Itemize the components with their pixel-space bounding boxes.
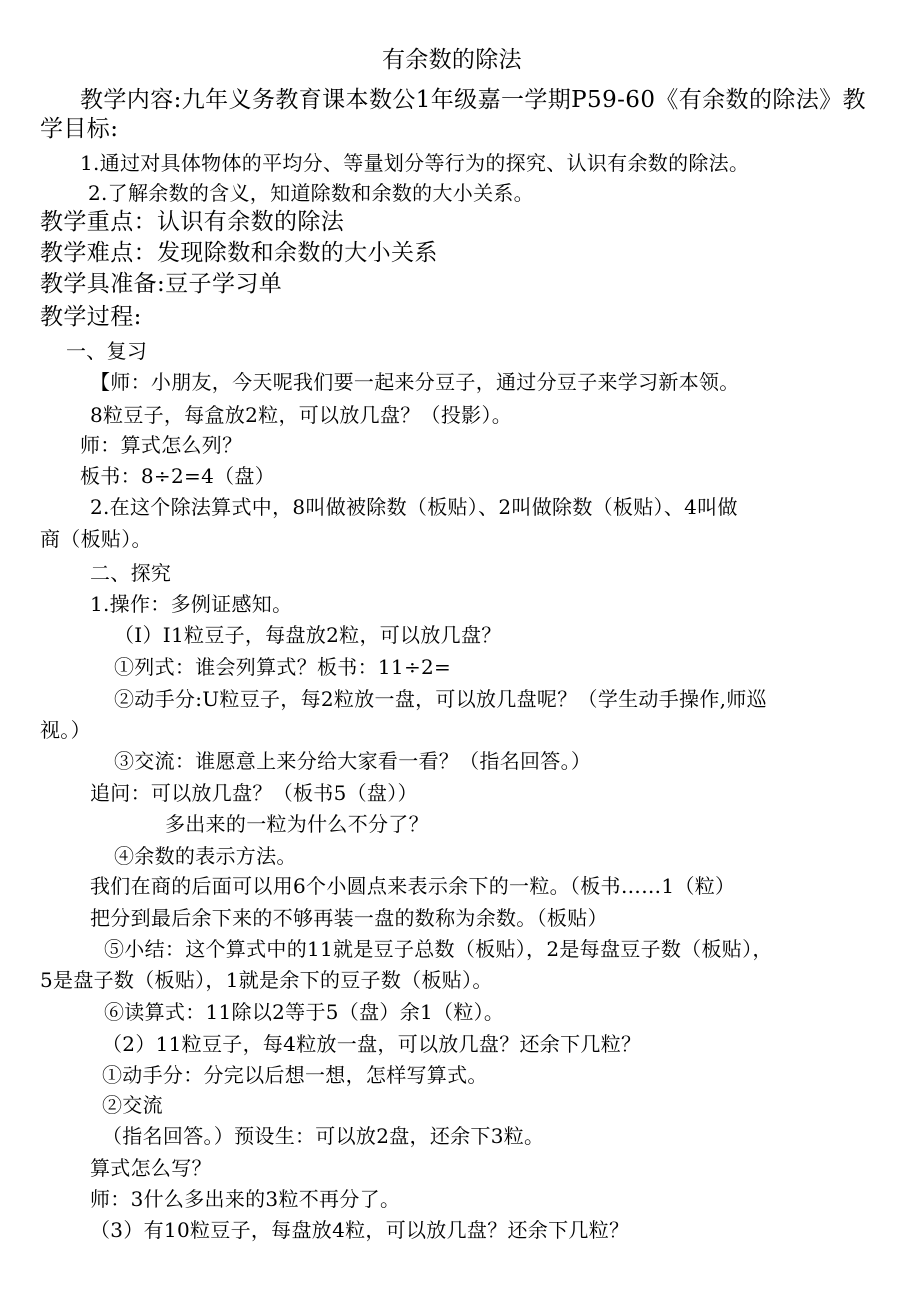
document-title: 有余数的除法 <box>382 47 522 73</box>
line-ex2-step-2: ②交流 <box>102 1093 163 1117</box>
line-materials: 教学具准备:豆子学习单 <box>40 271 283 297</box>
line-step-1: ①列式：谁会列算式？板书：11÷2= <box>114 655 452 679</box>
line-step-3: ③交流：谁愿意上来分给大家看一看？（指名回答。） <box>114 749 592 773</box>
line-step-2: ②动手分:U粒豆子，每2粒放一盘，可以放几盘呢？（学生动手操作,师巡 <box>114 687 767 711</box>
line-example-3: （3）有10粒豆子，每盘放4粒，可以放几盘？还余下几粒？ <box>90 1218 630 1242</box>
line-dividend-explain: 2.在这个除法算式中，8叫做被除数（板贴）、2叫做除数（板贴）、4叫做 <box>90 495 738 519</box>
line-process: 教学过程: <box>40 304 142 330</box>
line-dots: 我们在商的后面可以用6个小圆点来表示余下的一粒。（板书……1（粒） <box>90 874 736 898</box>
line-8-beans: 8粒豆子，每盒放2粒，可以放几盘？（投影）。 <box>90 403 513 427</box>
line-example-2: （2）11粒豆子，每4粒放一盘，可以放几盘？还余下几粒？ <box>102 1032 642 1056</box>
line-ex2-formula: 算式怎么写？ <box>90 1156 212 1180</box>
line-ex2-step-1: ①动手分：分完以后想一想，怎样写算式。 <box>102 1063 488 1087</box>
line-key-point: 教学重点：认识有余数的除法 <box>40 209 345 235</box>
line-step-5: ⑤小结：这个算式中的11就是豆子总数（板贴），2是每盘豆子数（板贴）， <box>104 937 773 961</box>
line-ex2-teacher: 师：3什么多出来的3粒不再分了。 <box>90 1187 401 1211</box>
line-how-formula: 师：算式怎么列？ <box>80 433 243 457</box>
line-step-5-cont: 5是盘子数（板贴），1就是余下的豆子数（板贴）。 <box>40 968 493 992</box>
line-step-4: ④余数的表示方法。 <box>114 844 297 868</box>
line-follow-up: 追问：可以放几盘？（板书5（盘）） <box>90 781 418 805</box>
line-extra-bean: 多出来的一粒为什么不分了？ <box>165 812 429 836</box>
line-ex2-answer: （指名回答。）预设生：可以放2盘，还余下3粒。 <box>102 1124 545 1148</box>
line-operation: 1.操作：多例证感知。 <box>90 592 293 616</box>
line-goal-1: 1.通过对具体物体的平均分、等量划分等行为的探究、认识有余数的除法。 <box>80 151 750 175</box>
line-teaching-content: 教学内容:九年义务教育课本数公1年级嘉一学期P59-60《有余数的除法》教 <box>80 87 866 113</box>
line-teaching-goals: 学目标: <box>40 116 119 142</box>
line-step-2-cont: 视。） <box>40 718 91 742</box>
line-goal-2: 2.了解余数的含义，知道除数和余数的大小关系。 <box>88 181 534 205</box>
line-remainder-def: 把分到最后余下来的不够再装一盘的数称为余数。（板贴） <box>90 906 608 930</box>
section-review: 一、复习 <box>66 339 148 363</box>
line-board-8div2: 板书：8÷2=4（盘） <box>80 464 275 488</box>
line-difficulty: 教学难点：发现除数和余数的大小关系 <box>40 240 438 266</box>
line-teacher-intro: 【师：小朋友，今天呢我们要一起来分豆子，通过分豆子来学习新本领。 <box>90 370 740 394</box>
line-step-6: ⑥读算式：11除以2等于5（盘）余1（粒）。 <box>104 1000 505 1024</box>
line-example-1: （I）I1粒豆子，每盘放2粒，可以放几盘？ <box>114 623 502 647</box>
line-quotient: 商（板贴）。 <box>40 527 152 551</box>
section-explore: 二、探究 <box>90 561 172 585</box>
